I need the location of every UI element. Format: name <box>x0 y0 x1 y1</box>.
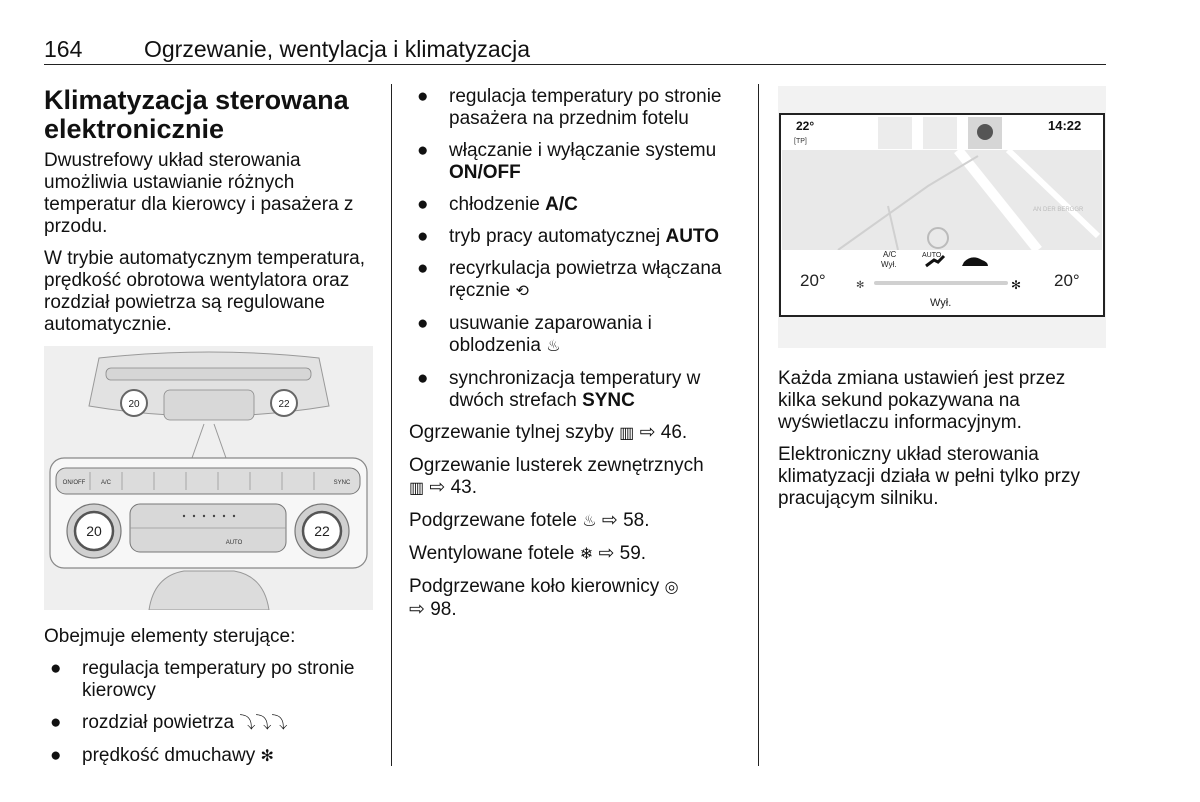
list-intro: Obejmuje elementy sterujące: <box>44 626 296 647</box>
paragraph-display: Każda zmiana ustawień jest przez kilka sekund pokazywana na wyświetlaczu informacyjnym. <box>778 368 1066 433</box>
list-item: ● chłodzenie A/C <box>417 194 578 215</box>
btn-auto-label: AUTO <box>225 540 243 546</box>
column-2 <box>411 86 746 631</box>
screen-fan-state: Wył. <box>930 297 952 309</box>
column-3-text <box>778 368 1098 520</box>
list-item: ● włączanie i wyłączanie systemu ON/OFF <box>417 140 717 183</box>
fan-speed-bar <box>874 281 1008 285</box>
paragraph-intro: Dwustrefowy układ sterowania umożliwia ustawianie różnych temperatur dla kierowcy i pasażera z przodu. <box>44 150 354 237</box>
list-item: ● regulacja temperatury po stronie pasażera na przednim fotelu <box>417 86 722 129</box>
column-divider-1 <box>391 84 392 766</box>
heated-seat-icon: ♨ <box>582 513 597 530</box>
big-right-temp: 22 <box>314 523 330 539</box>
screen-tp: [TP] <box>794 138 807 145</box>
column-1 <box>44 86 374 346</box>
map-street-label: AN DER BERGGR <box>1033 207 1084 213</box>
list-item: ● recyrkulacja powietrza włączana ręcznie ⟲ <box>417 258 722 301</box>
list-item: ● synchronizacja temperatury w dwóch strefach SYNC <box>417 368 701 411</box>
ventilated-seat-icon: ❄ <box>579 546 594 563</box>
list-item: ● tryb pracy automatycznej AUTO <box>417 226 719 247</box>
rear-window-heat-icon: ▥ <box>619 425 635 442</box>
list-item: ● usuwanie zaparowania i oblodzenia ♨ <box>417 313 652 356</box>
fan-icon: ✻ <box>260 748 274 765</box>
column-divider-2 <box>758 84 759 766</box>
running-title: Ogrzewanie, wentylacja i klimatyzacja <box>144 36 531 62</box>
arrow-icon: ⇨ <box>429 477 446 498</box>
xref-mirrors[interactable]: Ogrzewanie lusterek zewnętrznych ▥ ⇨ 43. <box>409 455 704 498</box>
screen-outside-temp: 22° <box>796 119 815 133</box>
xref-rear-window[interactable]: Ogrzewanie tylnej szyby ▥ ⇨ 46. <box>409 422 688 443</box>
xref-ventilated-seats[interactable]: Wentylowane fotele ❄ ⇨ 59. <box>409 543 647 564</box>
recirculation-icon: ⟲ <box>515 283 529 300</box>
screen-clock: 14:22 <box>1048 118 1082 133</box>
page-number: 164 <box>44 36 83 62</box>
screen-left-temp: 20° <box>800 271 826 290</box>
xref-heated-seats[interactable]: Podgrzewane fotele ♨ ⇨ 58. <box>409 510 650 531</box>
control-panel-drawing <box>44 346 373 610</box>
arrow-icon: ⇨ <box>598 543 615 564</box>
paragraph-engine: Elektroniczny układ sterowania klimatyzacji działa w pełni tylko przy pracującym silniku. <box>778 444 1080 509</box>
control-panel-figure <box>44 346 373 610</box>
defrost-icon: ♨ <box>546 338 561 355</box>
arrow-icon: ⇨ <box>639 422 656 443</box>
small-right-temp: 22 <box>278 399 290 410</box>
fan-high-icon: ✻ <box>1011 278 1022 292</box>
big-left-temp: 20 <box>86 523 102 539</box>
heated-wheel-icon: ◎ <box>664 579 679 596</box>
btn-ac-label: A/C <box>100 480 112 486</box>
screen-right-temp: 20° <box>1054 271 1080 290</box>
info-display-figure <box>778 86 1106 348</box>
mirror-heat-icon: ▥ <box>409 480 425 497</box>
xref-heated-wheel[interactable]: Podgrzewane koło kierownicy ◎ ⇨ 98. <box>409 576 679 620</box>
controls-list <box>44 658 379 768</box>
list-item: ● prędkość dmuchawy ✻ <box>50 745 274 766</box>
paragraph-auto: W trybie automatycznym temperatura, prędkość obrotowa wentylatora oraz rozdział powietrza są regulowane automatycznie. <box>44 248 365 335</box>
small-left-temp: 20 <box>128 399 140 410</box>
list-item: ● regulacja temperatury po stronie kierowcy <box>50 658 355 701</box>
btn-onoff-label: ON/OFF <box>62 480 86 486</box>
arrow-icon: ⇨ <box>601 510 618 531</box>
screen-ac-state: Wył. <box>881 260 897 269</box>
screen-ac-label: A/C <box>883 250 897 259</box>
page-header <box>44 34 1106 65</box>
list-item: ● rozdział powietrza ⤵⤵⤵ <box>50 712 288 733</box>
air-distribution-icon: ⤵⤵⤵ <box>239 715 288 732</box>
screen-auto-label: AUTO <box>922 252 942 259</box>
arrow-icon: ⇨ <box>409 599 425 620</box>
column-1-list <box>44 626 379 778</box>
section-heading: Klimatyzacja sterowana elektronicznie <box>44 85 349 144</box>
cross-references <box>409 422 746 621</box>
functions-list <box>411 86 746 412</box>
fan-low-icon: ✻ <box>856 280 865 291</box>
btn-sync-label: SYNC <box>333 480 351 486</box>
info-display-drawing <box>778 86 1106 348</box>
